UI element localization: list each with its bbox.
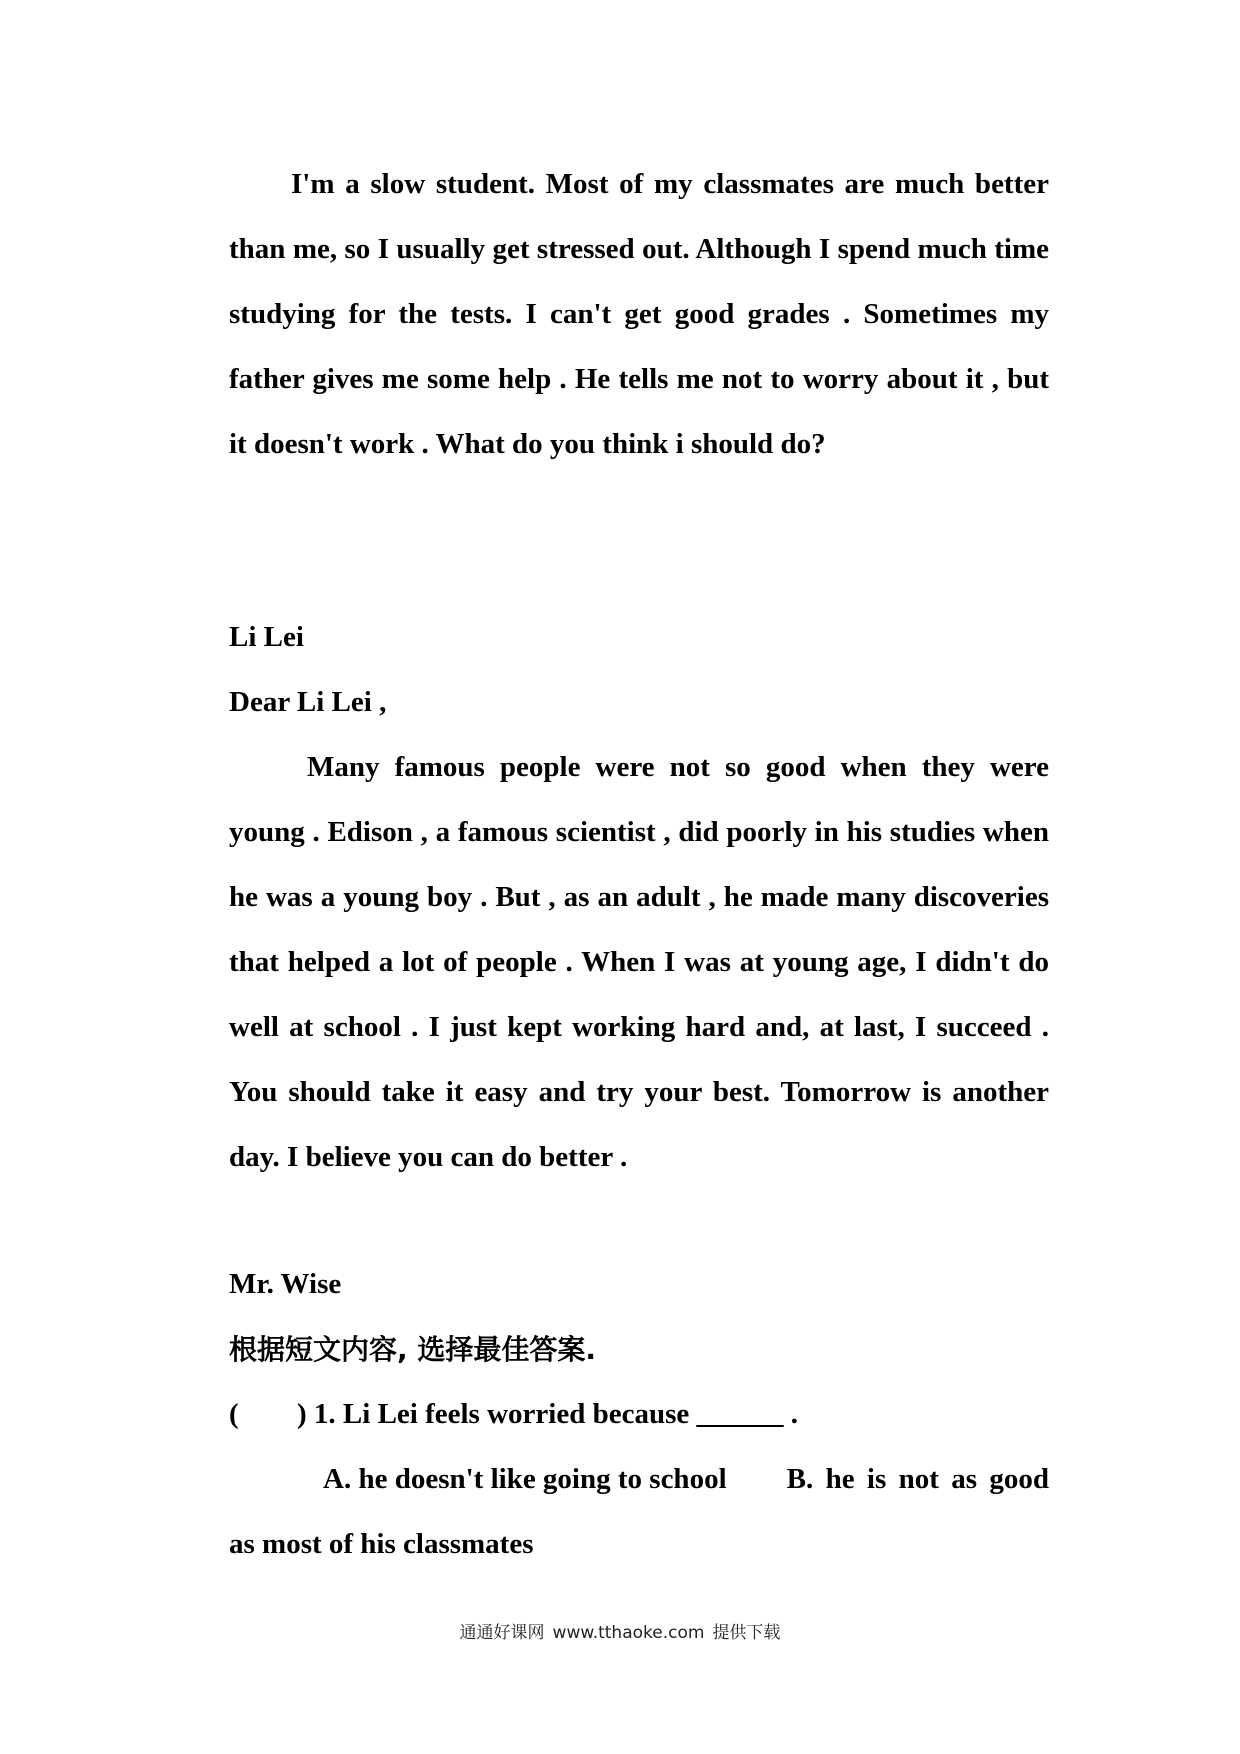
option-b: B. he is not as good as most of his classmates: [229, 1463, 1049, 1560]
question-1: [229, 1382, 1049, 1447]
footer-suffix: 提供下载: [712, 1623, 781, 1643]
letter-body: I'm a slow student. Most of my classmates are much better than me, so I usually get stressed out. Although I spend much time studying for the tests. I can't get good grades . Sometimes my father gives me some help . He tells me not to worry about it , but it doesn't work . What do you think i should do?: [229, 168, 1049, 460]
exercise-instruction: 根据短文内容, 选择最佳答案.: [229, 1333, 597, 1366]
answer-blank-close: ): [297, 1398, 307, 1430]
question-1-options: [229, 1447, 1049, 1577]
reply-greeting: Dear Li Lei ,: [229, 686, 387, 718]
footer-url: www.tthaoke.com: [552, 1623, 705, 1643]
footer-site-name: 通通好课网: [459, 1623, 545, 1643]
reply-body: Many famous people were not so good when they were young . Edison , a famous scientist , did poorly in his studies when he was a young boy . But , as an adult , he made many discoveries that helped a lot of people . When I was at young age, I didn't do well at school . I just kept working hard and, at last, I succeed . You should take it easy and try your best. Tomorrow is another day. I believe you can do better .: [229, 751, 1049, 1173]
question-1-text: 1. Li Lei feels worried because ______ .: [313, 1398, 798, 1430]
reply-signature: Mr. Wise: [229, 1268, 342, 1300]
page-footer: [0, 1618, 1240, 1643]
answer-blank-open: (: [229, 1398, 239, 1430]
option-a: A. he doesn't like going to school: [323, 1463, 727, 1495]
letter-signature: Li Lei: [229, 621, 304, 653]
